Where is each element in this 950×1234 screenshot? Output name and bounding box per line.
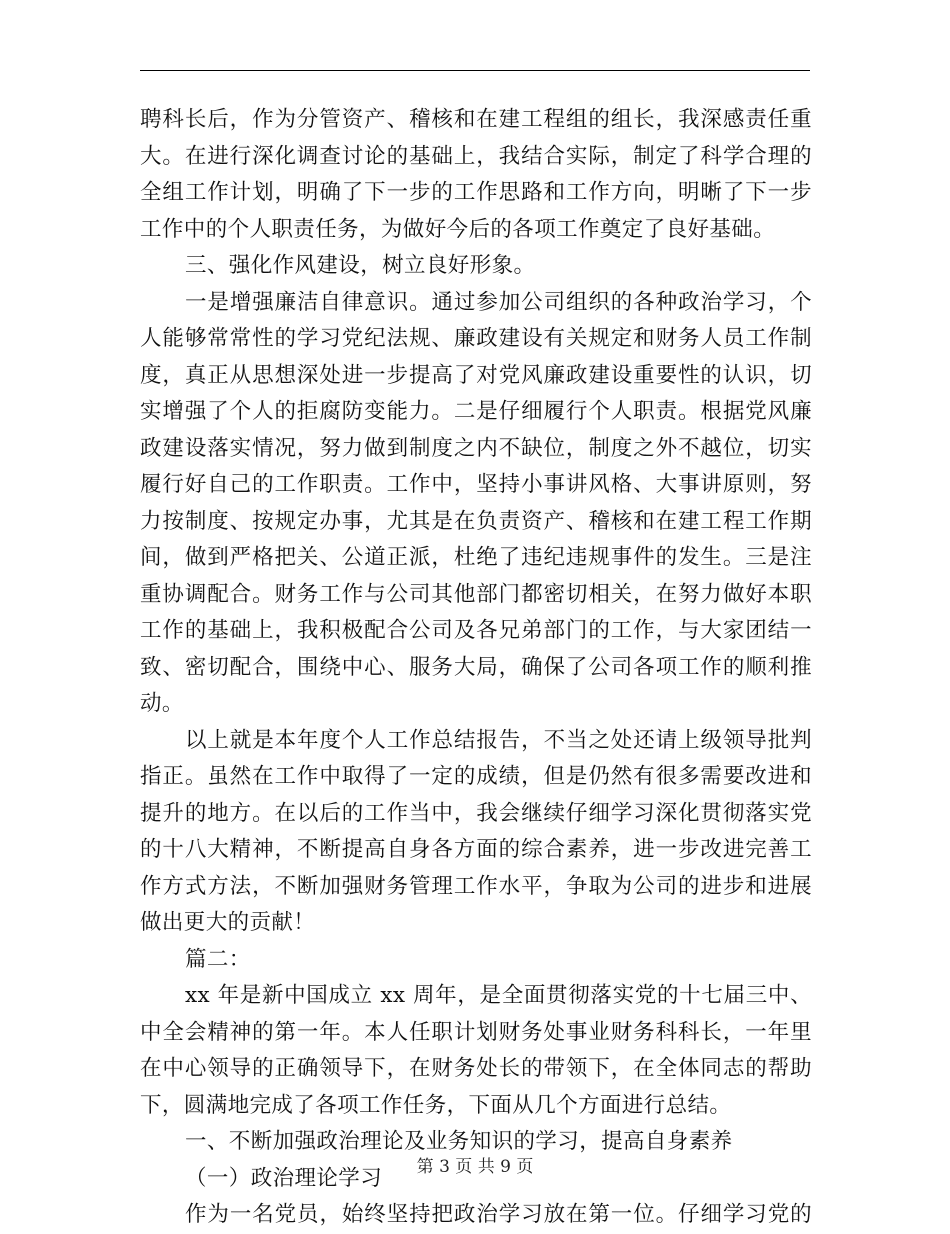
text-line: 在中心领导的正确领导下，在财务处长的带领下，在全体同志的帮助 [140, 1056, 812, 1081]
text-line: 下，圆满地完成了各项工作任务，下面从几个方面进行总结。 [140, 1092, 732, 1118]
page-footer: 第 3 页 共 9 页 [416, 1157, 534, 1177]
text-line: 人能够常常性的学习党纪法规、廉政建设有关规定和财务人员工作制 [140, 326, 812, 351]
text-line: 大。在进行深化调查讨论的基础上，我结合实际，制定了科学合理的 [140, 143, 812, 169]
text-line: 做出更大的贡献！ [140, 910, 316, 935]
text-line: 工作的基础上，我积极配合公司及各兄弟部门的工作，与大家团结一 [140, 618, 812, 643]
text-line: xx 年是新中国成立 xx 周年，是全面贯彻落实党的十七届三中、 [185, 983, 812, 1008]
text-line: 篇二： [185, 946, 251, 972]
document-body [140, 102, 812, 1234]
text-line: 履行好自己的工作职责。工作中，坚持小事讲风格、大事讲原则，努 [140, 472, 812, 497]
text-line: 全组工作计划，明确了下一步的工作思路和工作方向，明晰了下一步 [140, 180, 812, 205]
text-line: 聘科长后，作为分管资产、稽核和在建工程组的组长，我深感责任重 [140, 107, 812, 132]
text-line: 间，做到严格把关、公道正派，杜绝了违纪违规事件的发生。三是注 [140, 545, 812, 570]
text-line: 作方式方法，不断加强财务管理工作水平，争取为公司的进步和进展 [140, 873, 812, 899]
text-line: 作为一名党员，始终坚持把政治学习放在第一位。仔细学习党的 [185, 1202, 812, 1227]
text-line: 以上就是本年度个人工作总结报告，不当之处还请上级领导批判 [185, 727, 812, 753]
text-line: 工作中的个人职责任务，为做好今后的各项工作奠定了良好基础。 [140, 216, 776, 242]
text-line: 致、密切配合，围绕中心、服务大局，确保了公司各项工作的顺利推 [140, 654, 812, 680]
text-line: 的十八大精神，不断提高自身各方面的综合素养，进一步改进完善工 [140, 837, 812, 862]
text-line: 指正。虽然在工作中取得了一定的成绩，但是仍然有很多需要改进和 [140, 764, 812, 789]
text-line: 中全会精神的第一年。本人任职计划财务处事业财务科科长，一年里 [140, 1019, 812, 1045]
text-line: 度，真正从思想深处进一步提高了对党风廉政建设重要性的认识，切 [140, 362, 812, 388]
text-line: 三、强化作风建设，树立良好形象。 [185, 253, 536, 278]
text-line: 提升的地方。在以后的工作当中，我会继续仔细学习深化贯彻落实党 [140, 800, 812, 826]
text-line: 动。 [140, 691, 184, 716]
text-line: 政建设落实情况，努力做到制度之内不缺位，制度之外不越位，切实 [140, 435, 812, 461]
text-line: 重协调配合。财务工作与公司其他部门都密切相关，在努力做好本职 [140, 581, 812, 607]
text-line: 一、不断加强政治理论及业务知识的学习，提高自身素养 [185, 1129, 733, 1154]
text-line: 力按制度、按规定办事，尤其是在负责资产、稽核和在建工程工作期 [140, 508, 812, 534]
text-line: 一是增强廉洁自律意识。通过参加公司组织的各种政治学习，个 [185, 289, 812, 315]
text-line: （一）政治理论学习 [185, 1165, 383, 1191]
header-rule [140, 70, 810, 71]
text-line: 实增强了个人的拒腐防变能力。二是仔细履行个人职责。根据党风廉 [140, 399, 812, 424]
